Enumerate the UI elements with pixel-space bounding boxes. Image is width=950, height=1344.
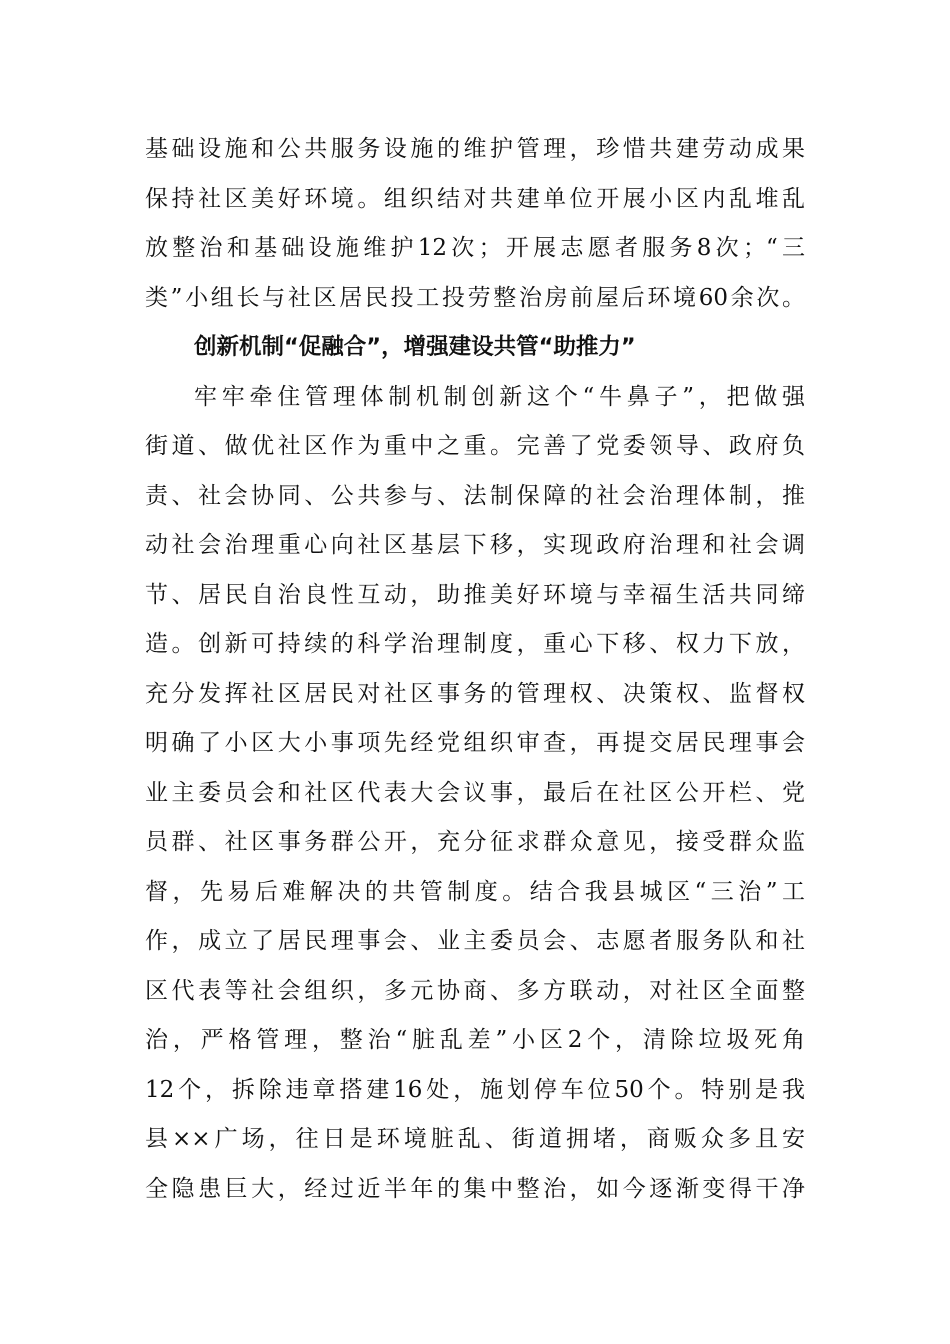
text-line: 节、居民自治良性互动，助推美好环境与幸福生活共同缔 xyxy=(145,581,805,608)
text-line: 全隐患巨大，经过近半年的集中整治，如今逐渐变得干净 xyxy=(145,1175,805,1202)
section-heading: 创新机制“促融合”，增强建设共管“助推力” xyxy=(194,334,636,360)
text-line: 责、社会协同、公共参与、法制保障的社会治理体制，推 xyxy=(145,482,805,509)
text-line: 保持社区美好环境。组织结对共建单位开展小区内乱堆乱 xyxy=(145,185,805,212)
text-line: 作，成立了居民理事会、业主委员会、志愿者服务队和社 xyxy=(145,928,805,954)
text-line: 治，严格管理，整治“脏乱差”小区2个，清除垃圾死角 xyxy=(145,1027,805,1053)
text-line: 街道、做优社区作为重中之重。完善了党委领导、政府负 xyxy=(145,433,805,459)
text-line: 充分发挥社区居民对社区事务的管理权、决策权、监督权 xyxy=(145,680,805,707)
text-line: 造。创新可持续的科学治理制度，重心下移、权力下放， xyxy=(145,631,805,657)
text-line: 区代表等社会组织，多元协商、多方联动，对社区全面整 xyxy=(145,977,805,1004)
text-line: 员群、社区事务群公开，充分征求群众意见，接受群众监 xyxy=(145,829,805,855)
text-line: 督，先易后难解决的共管制度。结合我县城区“三治”工 xyxy=(145,878,805,905)
text-line: 明确了小区大小事项先经党组织审查，再提交居民理事会 xyxy=(145,730,805,756)
text-line: 动社会治理重心向社区基层下移，实现政府治理和社会调 xyxy=(145,532,805,558)
text-line: 业主委员会和社区代表大会议事，最后在社区公开栏、党 xyxy=(145,779,805,806)
paragraph-1 xyxy=(145,125,805,323)
text-line: 类”小组长与社区居民投工投劳整治房前屋后环境60余次。 xyxy=(145,284,805,311)
text-line: 放整治和基础设施维护12次；开展志愿者服务8次；“三 xyxy=(145,235,805,261)
document-page xyxy=(145,125,805,1214)
text-line: 12个，拆除违章搭建16处，施划停车位50个。特别是我 xyxy=(145,1076,805,1103)
text-line: 县××广场，往日是环境脏乱、街道拥堵，商贩众多且安 xyxy=(145,1126,805,1152)
paragraph-2 xyxy=(145,373,805,1215)
text-line: 基础设施和公共服务设施的维护管理，珍惜共建劳动成果 xyxy=(145,136,805,162)
text-line: 牢牢牵住管理体制机制创新这个“牛鼻子”，把做强 xyxy=(194,383,805,410)
